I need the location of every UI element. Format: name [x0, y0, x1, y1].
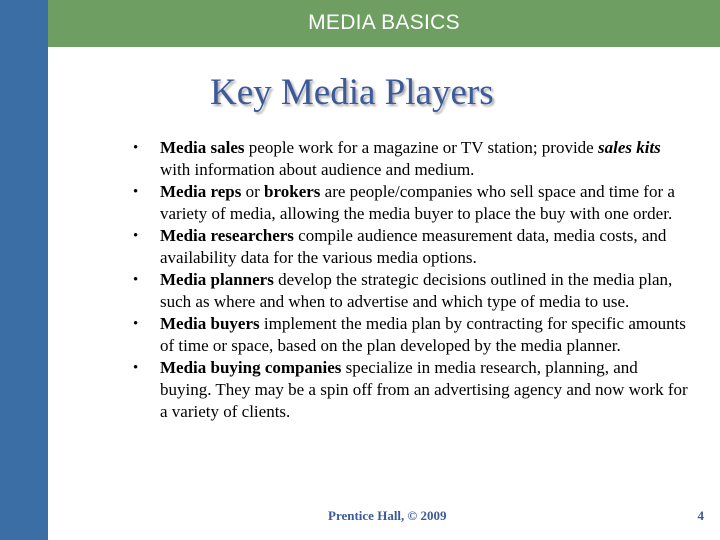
bullet-dot-icon: •: [133, 228, 139, 244]
header-title: MEDIA BASICS: [308, 11, 460, 34]
term-media-buyers: Media buyers: [160, 314, 260, 333]
term-brokers: brokers: [264, 182, 321, 201]
left-accent-bar: [0, 0, 48, 540]
bullet-dot-icon: •: [133, 360, 139, 376]
term-sales-kits: sales kits: [597, 138, 661, 157]
page-number: 4: [697, 508, 704, 523]
term-media-buying-companies: Media buying companies: [160, 358, 342, 377]
bullet-media-planners: [133, 269, 693, 313]
bullet-text: specialize in media research, planning, and buying. They may be a spin off from an advertising agency and now work for a variety of clients.: [160, 358, 688, 421]
slide-title: Key Media Players: [210, 72, 494, 113]
bullet-media-researchers: [133, 225, 693, 269]
bullet-text: people work for a magazine or TV station; provide: [244, 138, 598, 157]
bullet-text: are people/companies who sell space and time for a variety of media, allowing the media buyer to place the buy with one order.: [160, 182, 675, 223]
term-media-planners: Media planners: [160, 270, 274, 289]
bullet-dot-icon: •: [133, 316, 139, 332]
bullet-media-reps: [133, 181, 693, 225]
bullet-text: compile audience measurement data, media costs, and availability data for the various media options.: [160, 226, 667, 267]
bullet-media-buyers: [133, 313, 693, 357]
bullet-media-sales: [133, 137, 693, 181]
footer-credit: Prentice Hall, © 2009: [328, 508, 447, 523]
bullet-text: or: [241, 182, 265, 201]
bullet-text: with information about audience and medium.: [160, 160, 475, 179]
bullet-text: develop the strategic decisions outlined in the media plan, such as where and when to advertise and which type of media to use.: [160, 270, 673, 311]
term-media-researchers: Media researchers: [160, 226, 294, 245]
term-media-sales: Media sales: [160, 138, 245, 157]
bullet-dot-icon: •: [133, 272, 139, 288]
bullet-text: implement the media plan by contracting for specific amounts of time or space, based on the plan developed by the media planner.: [160, 314, 686, 355]
bullet-list: [133, 137, 693, 423]
bullet-media-buying-companies: [133, 357, 693, 423]
bullet-dot-icon: •: [133, 140, 139, 156]
term-media-reps: Media reps: [160, 182, 242, 201]
bullet-dot-icon: •: [133, 184, 139, 200]
